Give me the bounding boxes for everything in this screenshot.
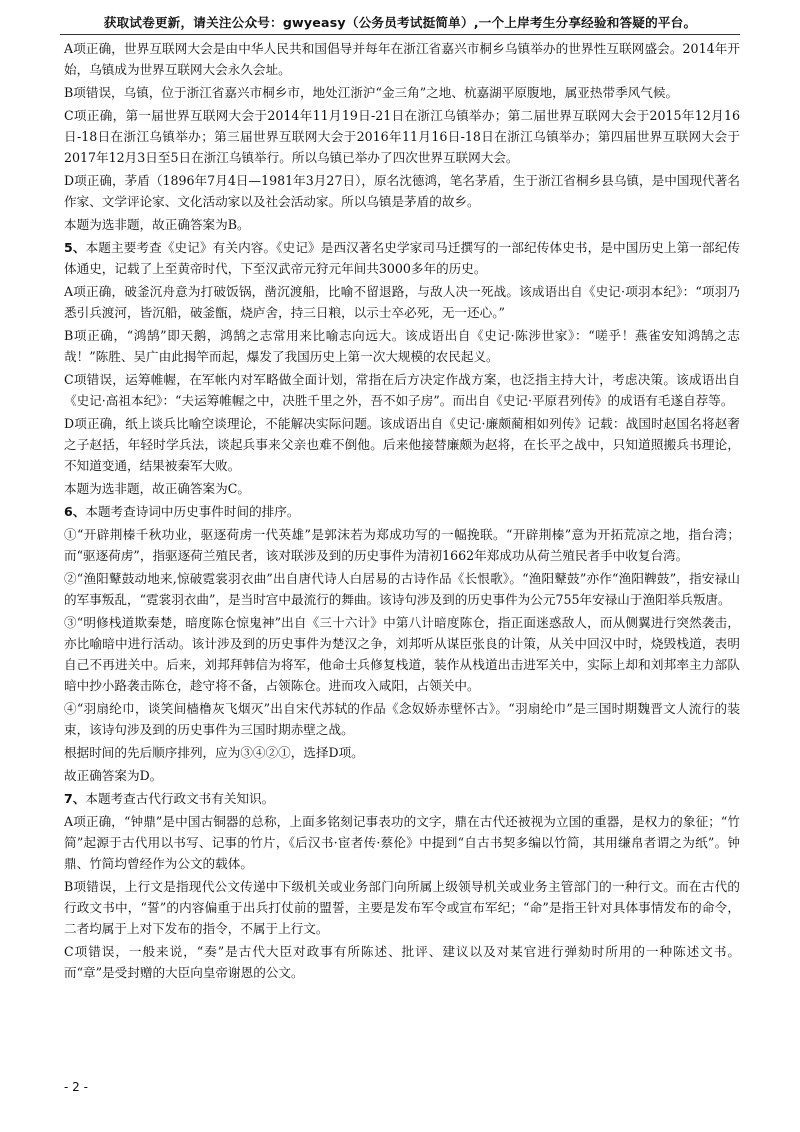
answer-paragraph: C项正确，第一届世界互联网大会于2014年11月19日-21日在浙江乌镇举办；第二届世界互联网大会于2015年12月16日-18日在浙江乌镇举办；第三届世界互联网大会于2016年11月16日-18日在浙江乌镇举办；第四届世界互联网大会于2017年12月3日至5日在浙江乌镇举行。所以乌镇已举办了四次世界互联网大会。 (64, 108, 740, 165)
answer-paragraph: 根据时间的先后顺序排列，应为③④②①，选择D项。 (64, 745, 364, 760)
question-heading-text: 本题主要考查《史记》有关内容。《史记》是西汉著名史学家司马迁撰写的一部纪传体史书，是中国历史上第一部纪传体通史，记载了上至黄帝时代，下至汉武帝元狩元年间共3000多年的历史。 (64, 240, 741, 276)
answer-paragraph: B项错误，乌镇，位于浙江省嘉兴市桐乡市，地处江浙沪“金三角”之地、杭嘉湖平原腹地，属亚热带季风气候。 (64, 85, 679, 100)
page-number: - 2 - (64, 1080, 88, 1094)
question-number: 7、 (64, 791, 86, 806)
answer-paragraph: A项正确，“钟鼎”是中国古铜器的总称，上面多铭刻记事表功的文字，鼎在古代还被视为立国的重器，是权力的象征；“竹简”起源于古代用以书写、记事的竹片，《后汉书·宦者传·蔡伦》中提到“自古书契多编以竹简，其用缣帛者谓之为纸”。钟鼎、竹简均曾经作为公文的载体。 (64, 814, 740, 871)
question-heading-text: 本题考查诗词中历史事件时间的排序。 (85, 504, 300, 519)
question-number: 6、 (64, 504, 86, 519)
page-header: 获取试卷更新，请关注公众号：gwyeasy（公务员考试挺简单）,一个上岸考生分享经验和答疑的平台。 (103, 15, 697, 30)
answer-paragraph: C项错误，运筹帷幄，在军帐内对军略做全面计划，常指在后方决定作战方案，也泛指主持大计，考虑决策。该成语出自《史记·高祖本纪》：“夫运筹帷幄之中，决胜千里之外，吾不如子房”。而出自《史记·平原君列传》的成语有毛遂自荐等。 (64, 372, 740, 408)
answer-paragraph: A项正确，破釜沉舟意为打破饭锅，凿沉渡船，比喻不留退路，与敌人决一死战。该成语出自《史记·项羽本纪》：“项羽乃悉引兵渡河，皆沉船，破釜甑，烧庐舍，持三日粮，以示士卒必死，无一还心。” (64, 284, 740, 320)
answer-paragraph: B项正确，“鸿鹄”即天鹅，鸿鹄之志常用来比喻志向远大。该成语出自《史记·陈涉世家》：“嗟乎！燕雀安知鸿鹄之志哉！”陈胜、吴广由此揭竿而起，爆发了我国历史上第一次大规模的农民起义。 (64, 328, 740, 364)
question-heading (64, 788, 740, 809)
question-heading (64, 237, 740, 279)
answer-paragraph: B项错误，上行文是指现代公文传递中下级机关或业务部门向所属上级领导机关或业务主管部门的一种行文。而在古代的行政文书中，“誓”的内容偏重于出兵打仗前的盟誓，主要是发布军令或宣布军纪；“命”是指王针对具体事情发布的命令，二者均属于上对下发布的指令，不属于上行文。 (64, 879, 740, 936)
answer-paragraph: A项正确，世界互联网大会是由中华人民共和国倡导并每年在浙江省嘉兴市桐乡乌镇举办的世界性互联网盛会。2014年开始，乌镇成为世界互联网大会永久会址。 (64, 41, 740, 77)
answer-paragraph: 故正确答案为D。 (64, 768, 163, 783)
answer-paragraph: D项正确，茅盾（1896年7月4日—1981年3月27日），原名沈德鸿，笔名茅盾，生于浙江省桐乡县乌镇，是中国现代著名作家、文学评论家、文化活动家以及社会活动家。所以乌镇是茅盾的故乡。 (64, 173, 740, 209)
question-number: 5、 (64, 240, 86, 255)
answer-paragraph: ②“渔阳鼙鼓动地来,惊破霓裳羽衣曲”出自唐代诗人白居易的古诗作品《长恨歌》。“渔阳鼙鼓”亦作“渔阳鞞鼓”，指安禄山的军事叛乱，“霓裳羽衣曲”，是当时宫中最流行的舞曲。该诗句涉及到的历史事件为公元755年安禄山于渔阳举兵叛唐。 (64, 571, 740, 607)
answer-paragraph: D项正确，纸上谈兵比喻空谈理论，不能解决实际问题。该成语出自《史记·廉颇蔺相如列传》记载：战国时赵国名将赵奢之子赵括，年轻时学兵法，谈起兵事来父亲也难不倒他。后来他接替廉颇为赵将，在长平之战中，只知道照搬兵书理论，不知道变通，结果被秦军大败。 (64, 416, 740, 473)
answer-paragraph: 本题为选非题，故正确答案为C。 (64, 481, 250, 496)
answer-paragraph: C项错误，一般来说，“奏”是古代大臣对政事有所陈述、批评、建议以及对某官进行弹劾时所用的一种陈述文书。而“章”是受封赠的大臣向皇帝谢恩的公文。 (64, 944, 740, 980)
answer-paragraph: ④“羽扇纶巾，谈笑间樯橹灰飞烟灭”出自宋代苏轼的作品《念奴娇赤壁怀古》。“羽扇纶巾”是三国时期魏晋文人流行的装束，该诗句涉及到的历史事件为三国时期赤壁之战。 (64, 701, 740, 737)
question-heading (64, 501, 740, 522)
question-heading-text: 本题考查古代行政文书有关知识。 (85, 791, 275, 806)
answer-paragraph: ③“明修栈道欺秦楚，暗度陈仓惊鬼神”出自《三十六计》中第八计暗度陈仓，指正面迷惑敌人，而从侧翼进行突然袭击，亦比喻暗中进行活动。该计涉及到的历史事件为楚汉之争，刘邦听从谋臣张良的计策，从关中回汉中时，烧毁栈道，表明自己不再进关中。后来，刘邦拜韩信为将军，他命士兵修复栈道，装作从栈道出击进军关中，实际上却和刘邦率主力部队暗中抄小路袭击陈仓，趁守将不备，占领陈仓。进而攻入咸阳，占领关中。 (64, 615, 740, 693)
header-divider (60, 34, 740, 35)
answer-paragraph: 本题为选非题，故正确答案为B。 (64, 217, 250, 232)
document-body (64, 38, 740, 985)
answer-paragraph: ①“开辟荆榛千秋功业，驱逐荷虏一代英雄”是郭沫若为郑成功写的一幅挽联。“开辟荆榛”意为开拓荒凉之地，指台湾；而“驱逐荷虏”，指驱逐荷兰殖民者，该对联涉及到的历史事件为清初1662年郑成功从荷兰殖民者手中收复台湾。 (64, 527, 740, 563)
